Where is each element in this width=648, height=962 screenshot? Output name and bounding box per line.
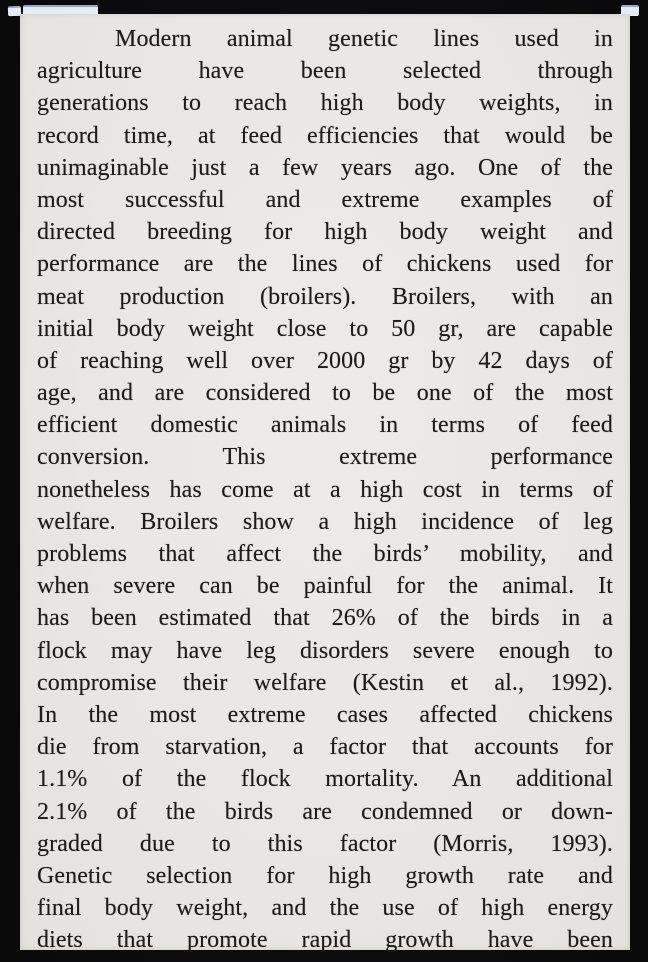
text-line: final body weight, and the use of high energy — [37, 895, 613, 922]
text-line: Genetic selection for high growth rate and — [37, 862, 613, 889]
text-line: graded due to this factor (Morris, 1993). — [37, 830, 613, 857]
text-line: In the most extreme cases affected chickens — [37, 701, 613, 728]
text-line: when severe can be painful for the animal. It — [37, 573, 613, 600]
text-line: of reaching well over 2000 gr by 42 days of — [37, 347, 613, 374]
text-line: conversion. This extreme performance — [37, 444, 613, 471]
text-line: directed breeding for high body weight and — [37, 219, 613, 246]
text-line: efficient domestic animals in terms of feed — [37, 412, 613, 439]
text-line: diets that promote rapid growth have been — [37, 927, 613, 954]
text-line: meat production (broilers). Broilers, with an — [37, 283, 613, 310]
text-line: die from starvation, a factor that accounts for — [37, 734, 613, 761]
text-line: compromise their welfare (Kestin et al., 1992). — [37, 669, 613, 696]
text-line: 1.1% of the flock mortality. An additional — [37, 766, 613, 793]
text-line: Modern animal genetic lines used in — [115, 26, 613, 52]
text-line: has been estimated that 26% of the birds in a — [37, 605, 613, 632]
text-line: performance are the lines of chickens used for — [37, 251, 613, 278]
text-line: record time, at feed efficiencies that would be — [37, 122, 613, 149]
text-line: generations to reach high body weights, in — [37, 90, 613, 117]
body-text-paragraph — [37, 23, 613, 956]
text-line: initial body weight close to 50 gr, are capable — [37, 315, 613, 342]
text-line: age, and are considered to be one of the most — [37, 380, 613, 407]
text-line: nonetheless has come at a high cost in terms of — [37, 476, 613, 503]
text-line: most successful and extreme examples of — [37, 186, 613, 213]
text-line: problems that affect the birds’ mobility, and — [37, 541, 613, 567]
text-line: agriculture have been selected through — [37, 58, 613, 85]
text-line: flock may have leg disorders severe enough to — [37, 637, 613, 664]
scanned-page — [20, 14, 630, 954]
text-line: welfare. Broilers show a high incidence of leg — [37, 508, 613, 535]
text-line: 2.1% of the birds are condemned or down- — [37, 798, 613, 825]
text-line: unimaginable just a few years ago. One of the — [37, 154, 613, 181]
